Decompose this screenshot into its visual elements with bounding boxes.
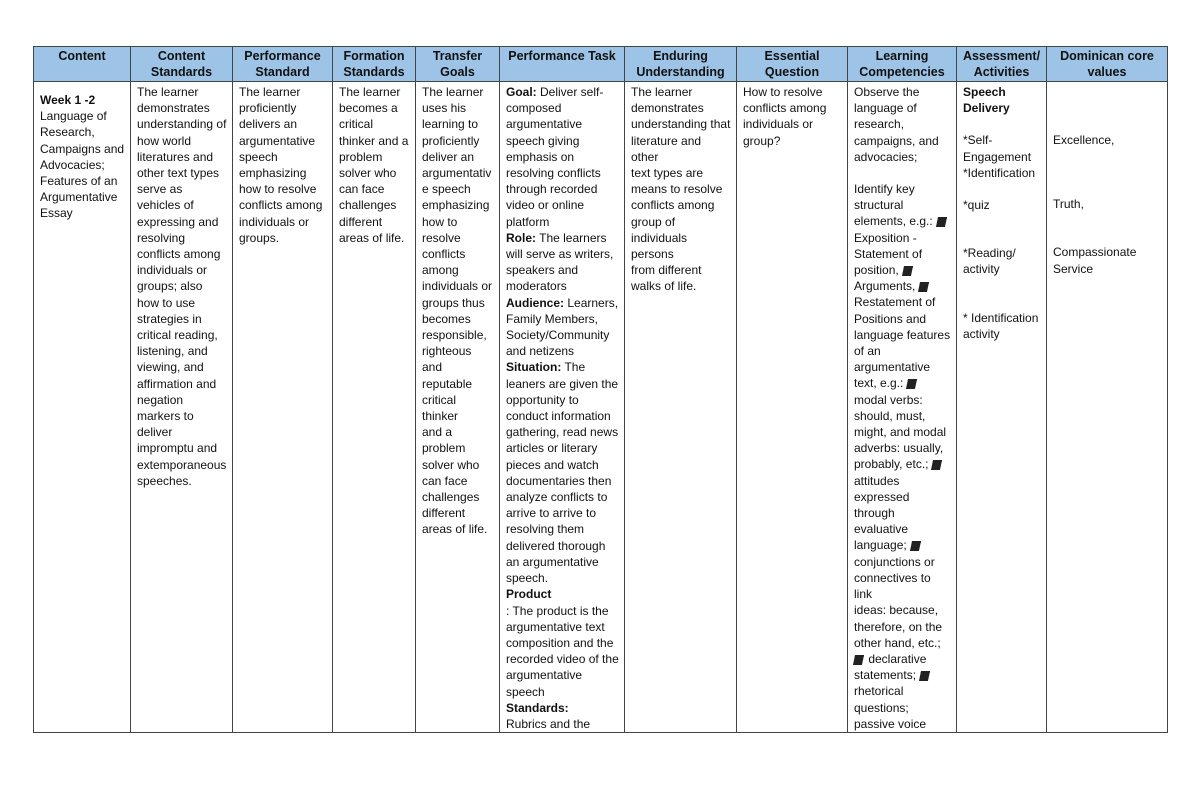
competency-line-text: other hand, etc.; [854,635,941,650]
competency-line-text: Positions and [854,311,927,326]
competency-line [854,278,951,294]
content-text: Language of Research, Campaigns and Advocacies; Features of an Argumentative Essay [40,109,125,221]
competency-line-text: might, and modal [854,425,947,440]
competency-line-text: Restatement of [854,295,936,310]
clapperboard-icon [910,541,921,551]
competency-line [854,456,951,472]
header-row [34,47,1168,82]
header-transfer-goals: Transfer Goals [416,47,500,82]
competency-line [854,408,951,424]
competency-line-text: declarative [865,651,927,666]
header-enduring-understanding: Enduring Understanding [625,47,737,82]
cell-essential-question [737,82,848,733]
assessment-item-4: * Identification activity [963,310,1039,341]
transfer-goals-text: The learner uses his learning to proficiently deliver an argumentativ e speech emphasizing how to resolve conflicts among individuals or groups thus becomes responsible, righteous and reputable critical thinker and a problem solver who can face challenges different areas of life. [422,85,493,537]
competency-line [854,489,951,505]
cell-enduring-understanding [625,82,737,733]
header-essential-question: Essential Question [737,47,848,82]
competency-line [854,311,951,327]
competency-line-text: rhetorical [854,684,904,699]
competency-line [854,635,951,651]
competency-line [854,213,951,229]
role-section [506,230,619,295]
competency-line [854,683,951,699]
competency-line [854,602,951,618]
competency-line [854,230,951,246]
standards-text: Rubrics and the [506,716,591,731]
audience-section [506,295,619,360]
competency-line [854,392,951,408]
competency-line-text: elements, e.g.: [854,214,933,229]
competency-line-text: of an [854,344,881,359]
competencies-intro: Observe the language of research, campaigns, and advocacies; [854,85,939,164]
competency-line [854,651,951,667]
cell-performance-task [500,82,625,733]
competency-line [854,667,951,683]
performance-standard-text: The learner proficiently delivers an argumentative speech emphasizing how to resolve conflicts among individuals or groups. [239,85,323,245]
header-formation-standards: Formation Standards [333,47,416,82]
goal-section [506,84,619,230]
competency-line [854,294,951,310]
competency-line-text: Identify key [854,182,915,197]
clapperboard-icon [919,671,930,681]
competency-line [854,359,951,375]
header-performance-task: Performance Task [500,47,625,82]
audience-text: Learners, Family Members, Society/Community and netizens [506,295,619,359]
assessment-title: Speech Delivery [963,85,1010,116]
content-standards-text: The learner demonstrates understanding of how world literatures and other text types serve as vehicles of expressing and resolving conflicts among individuals or groups; also how to use strategies in critical reading, listening, and viewing, and affirmation and negation markers to deliver impromptu and extemporaneous speeches. [137,85,227,488]
assessment-item-1: *Self- Engagement *Identification [963,133,1036,180]
header-content-standards: Content Standards [131,47,233,82]
competency-line [854,700,951,716]
week-label: Week 1 -2 [40,93,96,107]
competency-line [854,262,951,278]
role-label: Role: [506,230,536,245]
header-dominican-core-values: Dominican core values [1047,47,1168,82]
assessment-item-2: *quiz [963,198,990,213]
essential-question-text: How to resolve conflicts among individuals or group? [743,85,827,148]
competencies-list [854,181,951,732]
cell-learning-competencies [848,82,957,733]
competency-line-text: through evaluative [854,506,909,537]
competency-line-text: language features [854,327,951,342]
competency-line [854,197,951,213]
competency-line-text: structural [854,198,904,213]
cell-formation-standards [333,82,416,733]
competency-line [854,716,951,732]
competency-line-text: therefore, on the [854,619,943,634]
cell-content [34,82,131,733]
competency-line [854,537,951,553]
competency-line-text: statements; [854,668,917,683]
cell-performance-standard [233,82,333,733]
competency-line [854,343,951,359]
clapperboard-icon [906,379,917,389]
core-value-excellence: Excellence, [1053,133,1115,147]
competency-line [854,505,951,537]
clapperboard-icon [931,460,942,470]
competency-line [854,181,951,197]
assessment-item-3: *Reading/ activity [963,246,1016,277]
cell-assessment-activities [957,82,1047,733]
curriculum-map-table [33,46,1168,733]
situation-text: The leaners are given the opportunity to conduct information gathering, read news articles or literary pieces and watch documentaries then analyze conflicts to arrive to arrive to resolving them delivered thorough an argumentative speech. [506,360,619,586]
goal-label: Goal: [506,85,537,99]
enduring-understanding-text: The learner demonstrates understanding that literature and other text types are means to resolve conflicts among group of individuals persons from different walks of life. [631,85,731,294]
goal-text: Deliver self- composed argumentative speech giving emphasis on resolving conflicts through recorded video or online platform [506,85,604,229]
competency-line-text: language; [854,538,907,553]
clapperboard-icon [853,655,864,665]
audience-label: Audience: [506,295,565,310]
competency-line-text: modal verbs: [854,392,923,407]
clapperboard-icon [902,266,913,276]
header-content: Content [34,47,131,82]
competency-line-text: Statement of [854,246,923,261]
competency-line-text: questions; [854,700,909,715]
core-value-truth: Truth, [1053,197,1084,212]
competency-line-text: Exposition - [854,230,917,245]
header-learning-competencies: Learning Competencies [848,47,957,82]
standards-label: Standards: [506,700,569,715]
competency-line-text: ideas: because, [854,603,939,618]
cell-content-standards [131,82,233,733]
competency-line [854,327,951,343]
competency-line-text: expressed [854,489,910,504]
competency-line [854,424,951,440]
competency-line [854,570,951,602]
formation-standards-text: The learner becomes a critical thinker and a problem solver who can face challenges different areas of life. [339,85,409,245]
competency-line-text: text, e.g.: [854,376,904,391]
product-label: Product [506,587,552,602]
core-value-compassionate-service: Compassionate Service [1053,245,1137,276]
role-text: The learners will serve as writers, speakers and moderators [506,230,614,294]
competency-line-text: probably, etc.; [854,457,929,472]
situation-section [506,359,619,586]
competency-line [854,554,951,570]
competency-line-text: should, must, [854,408,926,423]
competency-line-text: Arguments, [854,279,916,294]
competency-line-text: passive voice [854,716,927,731]
header-assessment-activities: Assessment/ Activities [957,47,1047,82]
header-performance-standard: Performance Standard [233,47,333,82]
competency-line [854,619,951,635]
cell-transfer-goals [416,82,500,733]
competency-line [854,375,951,391]
competency-line-text: connectives to link [854,570,931,602]
competency-line [854,440,951,456]
competency-line [854,246,951,262]
competency-line [854,473,951,489]
competency-line-text: adverbs: usually, [854,441,944,456]
competency-line-text: argumentative [854,360,931,375]
competency-line-text: position, [854,263,899,278]
product-text: : The product is the argumentative text composition and the recorded video of the argumentative speech [506,603,619,699]
clapperboard-icon [936,217,947,227]
competency-line-text: attitudes [854,473,900,488]
situation-label: Situation: [506,360,562,375]
competency-line-text: conjunctions or [854,554,935,569]
cell-dominican-core-values [1047,82,1168,733]
week-1-2-row [34,82,1168,733]
clapperboard-icon [918,282,929,292]
